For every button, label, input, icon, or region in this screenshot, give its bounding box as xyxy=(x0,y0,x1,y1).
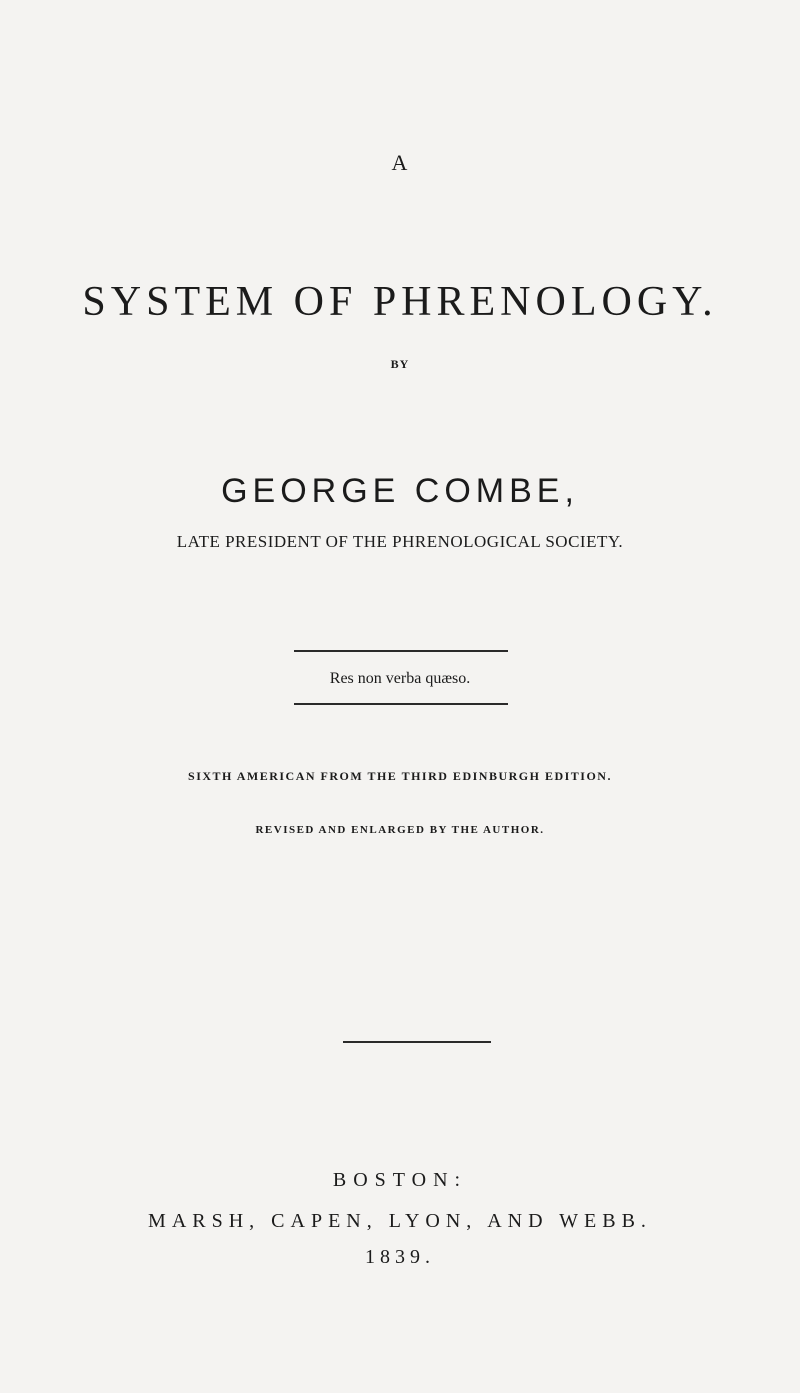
edition-statement: SIXTH AMERICAN FROM THE THIRD EDINBURGH EDITION. xyxy=(188,769,612,783)
author-title: LATE PRESIDENT OF THE PHRENOLOGICAL SOCIETY. xyxy=(176,532,624,551)
title-article: A xyxy=(391,150,409,175)
divider-rule-top xyxy=(294,650,508,652)
imprint-publisher: MARSH, CAPEN, LYON, AND WEBB. xyxy=(148,1210,652,1232)
motto: Res non verba quæso. xyxy=(329,670,471,687)
book-title: SYSTEM OF PHRENOLOGY. xyxy=(82,279,718,325)
imprint-city: BOSTON: xyxy=(332,1169,468,1191)
imprint-year: 1839. xyxy=(365,1246,435,1268)
divider-rule-imprint xyxy=(343,1041,491,1043)
by-line: BY xyxy=(390,357,410,371)
revision-statement: REVISED AND ENLARGED BY THE AUTHOR. xyxy=(255,824,545,836)
divider-rule-bottom xyxy=(294,703,508,705)
author-name: GEORGE COMBE, xyxy=(221,472,579,510)
